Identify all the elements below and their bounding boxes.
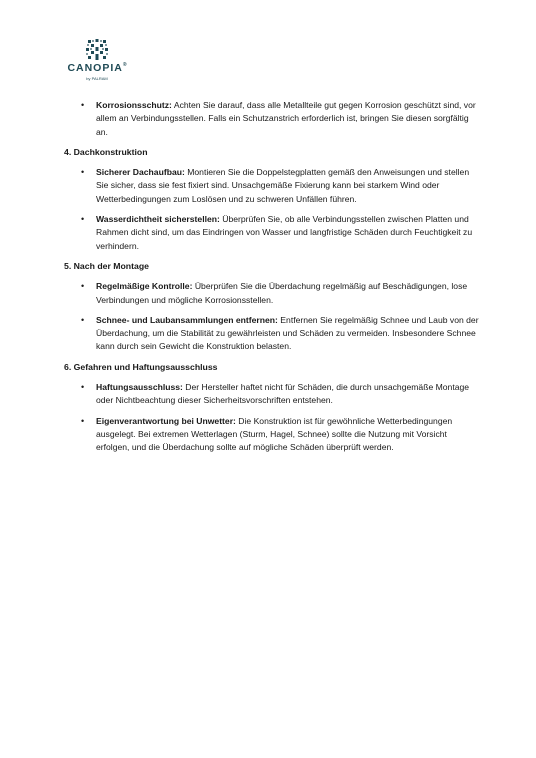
section-list — [60, 166, 480, 253]
list-item — [60, 314, 480, 354]
item-term: Eigenverantwortung bei Unwetter: — [96, 415, 236, 426]
list-item — [60, 99, 480, 139]
intro-list — [60, 99, 480, 139]
bullet-icon: • — [81, 314, 85, 325]
brand-name: CANOPIA® — [67, 62, 127, 74]
item-term: Sicherer Dachaufbau: — [96, 167, 185, 178]
section-heading: 5. Nach der Montage — [64, 260, 149, 271]
section-roof — [60, 146, 480, 253]
item-text: Überprüfen Sie die Überdachung regelmäßig auf Beschädigungen, lose Verbindungen und mögliche Korrosionsstellen. — [96, 281, 468, 305]
item-text: Achten Sie darauf, dass alle Metallteile gut gegen Korrosion geschützt sind, vor allem an Verbindungsstellen. Falls ein Schutzanstrich erforderlich ist, bringen Sie diesen sorgfältig an. — [96, 100, 476, 137]
section-liability — [60, 361, 480, 455]
section-list — [60, 381, 480, 454]
leaf-pattern-icon — [85, 38, 109, 62]
list-item — [60, 415, 480, 455]
item-term: Haftungsausschluss: — [96, 382, 183, 393]
item-term: Schnee- und Laubansammlungen entfernen: — [96, 314, 278, 325]
bullet-icon: • — [81, 382, 85, 393]
list-item — [60, 280, 480, 307]
item-text: Die Konstruktion ist für gewöhnliche Wetterbedingungen ausgelegt. Bei extremen Wetterlagen (Sturm, Hagel, Schnee) sollte die Nutzung mit Vorsicht erfolgen, und die Überdachung sollte auf mögliche Schäden überprüft werden. — [96, 415, 453, 453]
list-item — [60, 381, 480, 408]
item-term: Korrosionsschutz: — [96, 100, 172, 110]
bullet-icon: • — [81, 100, 85, 110]
item-text: Entfernen Sie regelmäßig Schnee und Laub von der Überdachung, um die Stabilität zu gewährleisten und Schäden zu vermeiden. Insbesondere Schnee kann durch sein Gewicht die Konstruktion belasten. — [96, 314, 479, 352]
brand-subtitle: by PALRAM — [86, 76, 108, 81]
section-heading: 6. Gefahren und Haftungsausschluss — [64, 361, 218, 372]
list-item — [60, 213, 480, 253]
item-text: Montieren Sie die Doppelstegplatten gemäß den Anweisungen und stellen Sie sicher, dass sie fest fixiert sind. Unsachgemäße Fixierung kann bei starkem Wind oder Wetterbedingungen zum Loslösen und zu schweren Unfällen führen. — [96, 167, 470, 204]
bullet-icon: • — [81, 167, 85, 178]
bullet-icon: • — [81, 415, 85, 426]
item-text: Der Hersteller haftet nicht für Schäden, die durch unsachgemäße Montage oder Nichtbeachtung dieser Sicherheitsvorschriften entstehen. — [96, 382, 470, 406]
canopia-logo — [66, 38, 136, 86]
list-item — [60, 166, 480, 206]
item-term: Wasserdichtheit sicherstellen: — [96, 214, 220, 225]
item-term: Regelmäßige Kontrolle: — [96, 281, 193, 292]
document-body — [60, 99, 480, 462]
bullet-icon: • — [81, 281, 85, 292]
item-text: Überprüfen Sie, ob alle Verbindungsstellen zwischen Platten und Rahmen dicht sind, um das Eindringen von Wasser und langfristige Schäden durch Feuchtigkeit zu verhindern. — [96, 214, 473, 251]
bullet-icon: • — [81, 214, 85, 225]
section-heading: 4. Dachkonstruktion — [64, 146, 148, 157]
section-after-assembly — [60, 260, 480, 354]
section-list — [60, 280, 480, 353]
